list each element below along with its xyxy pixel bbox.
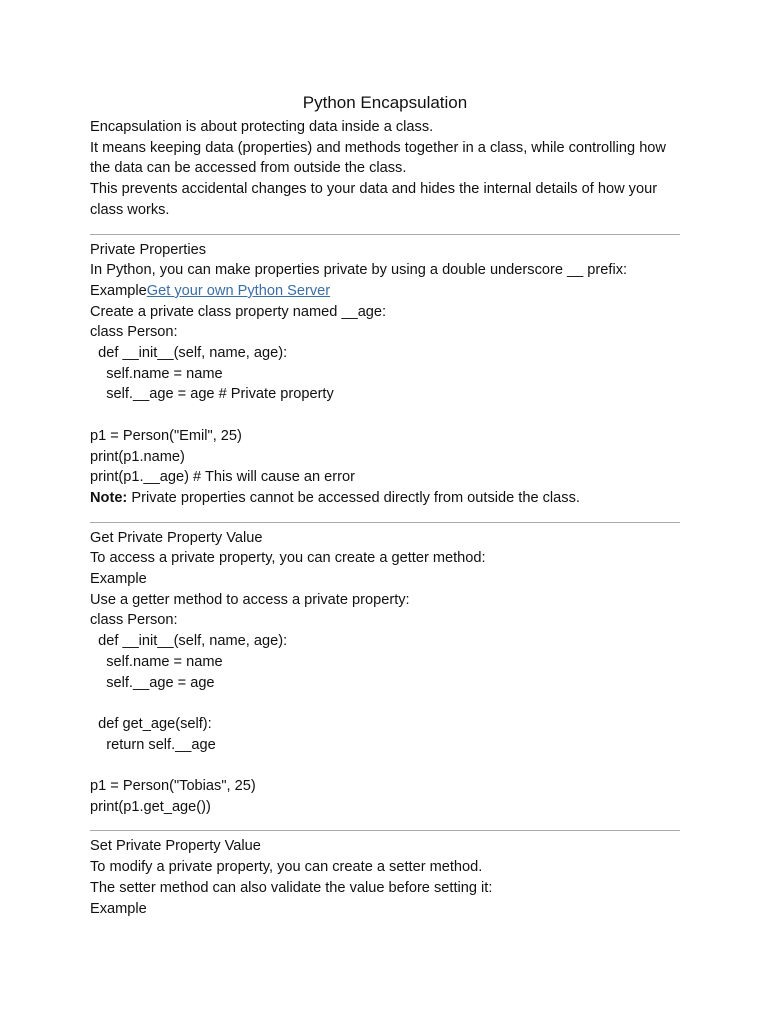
note-label: Note: (90, 489, 128, 506)
example-label: Example (90, 900, 147, 917)
page-title: Python Encapsulation (302, 93, 468, 112)
code-line: class Person: (90, 324, 178, 341)
code-line: self.name = name (90, 653, 223, 670)
code-line: print(p1.name) (90, 448, 185, 465)
code-line: return self.__age (90, 736, 216, 753)
private-properties-text: In Python, you can make properties private by using a double underscore __ prefix: (90, 262, 628, 279)
example-row (90, 281, 680, 302)
note-row (90, 488, 680, 509)
section-divider (90, 830, 680, 831)
code-line: p1 = Person("Emil", 25) (90, 427, 242, 444)
code-line (90, 405, 680, 426)
document-page (90, 91, 680, 919)
set-private-text-1: To modify a private property, you can create a setter method. (90, 859, 483, 876)
code-line: def __init__(self, name, age): (90, 633, 288, 650)
get-private-text: To access a private property, you can create a getter method: (90, 550, 486, 567)
python-server-link[interactable]: Get your own Python Server (146, 282, 331, 299)
intro-line-3: This prevents accidental changes to your data and hides the internal details of how your class works. (90, 181, 658, 218)
code-line: class Person: (90, 612, 178, 629)
code-line: self.__age = age # Private property (90, 386, 334, 403)
section-divider (90, 522, 680, 523)
section-heading-get-private: Get Private Property Value (90, 529, 263, 546)
example-description: Create a private class property named __age: (90, 303, 387, 320)
intro-line-2: It means keeping data (properties) and methods together in a class, while controlling how the data can be accessed from outside the class. (90, 139, 666, 177)
note-text: Private properties cannot be accessed directly from outside the class. (127, 489, 580, 506)
code-line: def get_age(self): (90, 715, 212, 732)
code-line: print(p1.get_age()) (90, 798, 211, 815)
intro-line-1: Encapsulation is about protecting data inside a class. (90, 119, 434, 135)
example-description: Use a getter method to access a private property: (90, 591, 410, 608)
section-heading-set-private: Set Private Property Value (90, 838, 261, 855)
section-divider (90, 234, 680, 235)
example-label: Example (90, 571, 147, 588)
example-label: Example (90, 282, 147, 299)
code-line (90, 755, 680, 776)
section-heading-private-properties: Private Properties (90, 241, 206, 258)
code-line: def __init__(self, name, age): (90, 345, 288, 362)
code-block-private (90, 322, 680, 488)
code-line (90, 693, 680, 714)
code-line: self.__age = age (90, 674, 215, 691)
code-block-getter (90, 610, 680, 817)
code-line: print(p1.__age) # This will cause an error (90, 469, 355, 486)
code-line: self.name = name (90, 365, 223, 382)
set-private-text-2: The setter method can also validate the value before setting it: (90, 879, 493, 896)
code-line: p1 = Person("Tobias", 25) (90, 778, 256, 795)
